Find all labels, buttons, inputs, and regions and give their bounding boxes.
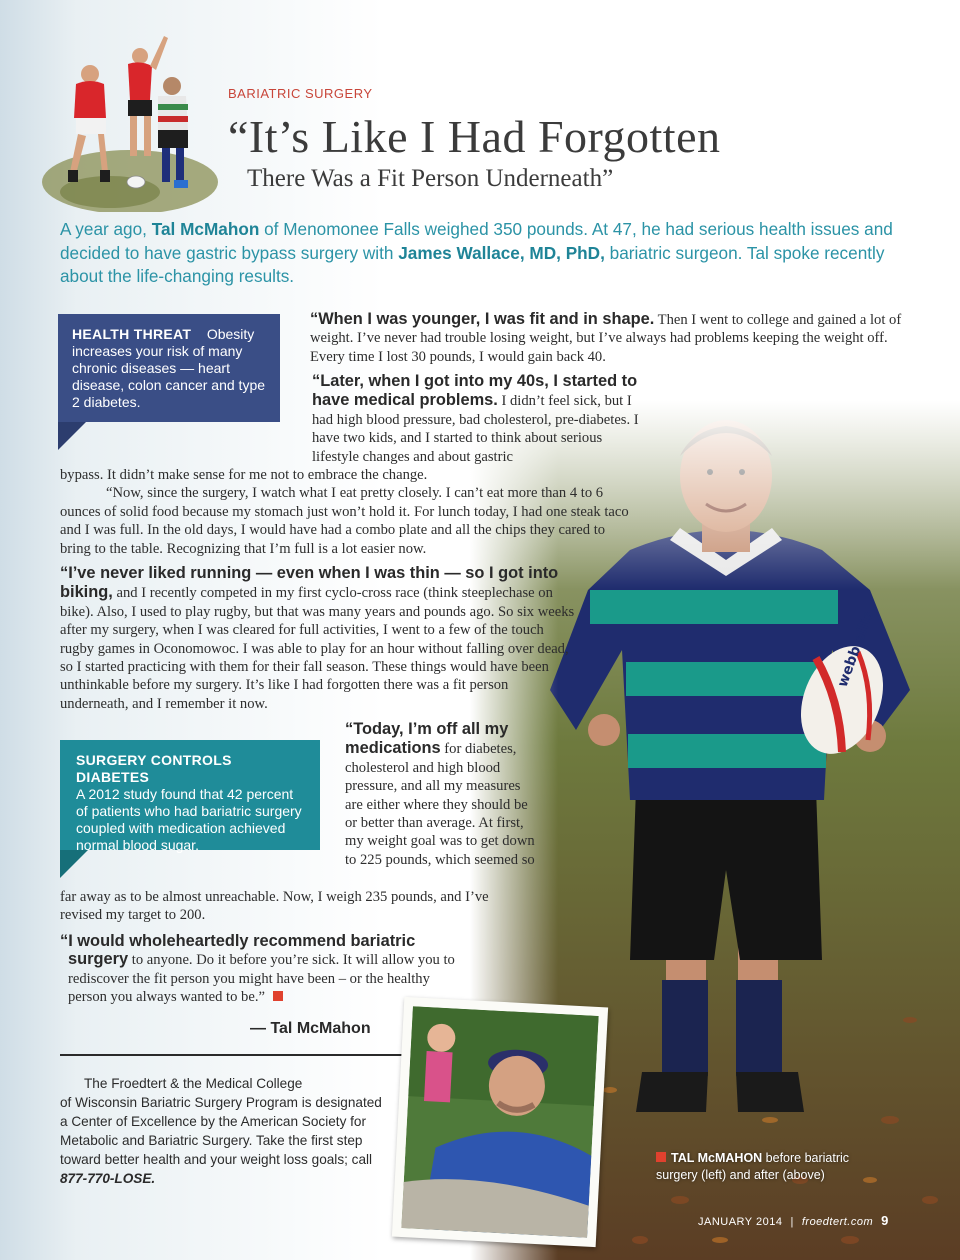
intro-name: Tal McMahon xyxy=(151,219,260,239)
surgery-diabetes-text: A 2012 study found that 42 percent of patients who had bariatric surgery coupled with medication achieved normal blood sugar. xyxy=(76,786,302,853)
intro-text-c: bariatric surgeon. Tal spoke recently about the life-changing results. xyxy=(60,242,885,286)
paragraph-5-text: for diabetes, cholesterol and high blood pressure, and all my measures are either where they should be or better than average. At first, my weight goal was to get down to 225 pounds, which seemed so xyxy=(345,741,535,868)
surgery-diabetes-heading: SURGERY CONTROLS DIABETES xyxy=(76,752,232,785)
program-note-first-line: The Froedtert & the Medical College xyxy=(84,1076,303,1091)
issue-date: JANUARY 2014 xyxy=(698,1216,783,1228)
caption-text: before bariatric surgery (left) and after (above) xyxy=(656,1151,850,1182)
article-paragraph-4 xyxy=(60,564,580,713)
program-note-text: of Wisconsin Bariatric Surgery Program is designated a Center of Excellence by the American Society for Metabolic and Bariatric Surgery. Take the first step toward better health and your weight loss goals; call xyxy=(60,1095,382,1167)
site-url: froedtert.com xyxy=(801,1216,874,1228)
paragraph-4-lead: “I’ve never liked running — even when I was thin — so I got into biking, xyxy=(60,564,559,602)
health-threat-box-tail xyxy=(58,422,86,450)
article-paragraph-6: far away as to be almost unreachable. Now, I weigh 235 pounds, and I’ve revised my target to 200. xyxy=(60,889,489,924)
footer-separator: | xyxy=(790,1216,794,1228)
intro-text-b: of Menomonee Falls weighed 350 pounds. At 47, he had serious health issues and decided to have gastric bypass surgery with xyxy=(60,219,893,263)
paragraph-3-text: “Now, since the surgery, I watch what I eat pretty closely. I can’t eat more than 4 to 6 ounces of solid food because my stomach just won’t hold it. For lunch today, I had one steak taco and I was full. In the old days, I would have had a combo plate and all the chips they cared to bring to the table. Recognizing that I’m full is a lot easier now. xyxy=(60,485,629,557)
health-threat-box xyxy=(58,314,280,422)
program-phone: 877-770-LOSE. xyxy=(60,1171,156,1186)
intro-paragraph xyxy=(60,218,910,289)
page-footer xyxy=(698,1213,889,1228)
article-paragraph-2 xyxy=(312,372,642,466)
caption-name: TAL McMAHON xyxy=(671,1151,763,1165)
article-paragraph-7 xyxy=(60,932,460,1007)
section-kicker: BARIATRIC SURGERY xyxy=(228,86,373,101)
paragraph-1-lead: “When I was younger, I was fit and in shape. xyxy=(310,310,655,328)
article-paragraph-1 xyxy=(310,310,910,366)
paragraph-2-text: I didn’t feel sick, but I had high blood pressure, bad cholesterol, pre-diabetes. I have two kids, and I started to think about serious lifestyle changes and about gastric xyxy=(312,393,639,465)
caption-square xyxy=(656,1152,666,1162)
intro-text-a: A year ago, xyxy=(60,219,152,239)
program-note xyxy=(60,1074,390,1188)
health-threat-text: Obesity increases your risk of many chronic diseases — heart disease, colon cancer and type 2 diabetes. xyxy=(72,326,266,410)
page-number: 9 xyxy=(881,1213,889,1228)
end-mark-square xyxy=(273,991,283,1001)
article-paragraph-3 xyxy=(60,466,635,558)
article-paragraph-5 xyxy=(345,720,535,869)
paragraph-7-text: to anyone. Do it before you’re sick. It will allow you to rediscover the fit person you might have been – or the healthy person you always wanted to be.” xyxy=(68,952,455,1006)
intro-doctor: James Wallace, MD, PhD, xyxy=(398,242,605,263)
headline: “It’s Like I Had Forgotten xyxy=(228,111,721,162)
before-photo-frame xyxy=(392,997,608,1247)
rugby-action-photo xyxy=(40,22,220,212)
surgery-diabetes-box xyxy=(60,740,320,853)
paragraph-7-lead: “I would wholeheartedly recommend bariatric xyxy=(60,932,416,950)
paragraph-1-text: Then I went to college and gained a lot of weight. I’ve never had trouble losing weight, but I’ve always had problems keeping the weight off. Every time I lost 30 pounds, I would gain back 40. xyxy=(310,312,902,365)
paragraph-7-lead-cont: surgery xyxy=(68,950,129,969)
surgery-diabetes-box-tail xyxy=(60,850,88,878)
paragraph-3-first-line: bypass. It didn’t make sense for me not to embrace the change. xyxy=(60,467,428,483)
before-surgery-photo xyxy=(401,1006,598,1237)
photo-caption xyxy=(656,1150,886,1183)
divider-rule xyxy=(60,1054,406,1056)
article-signature: — Tal McMahon xyxy=(250,1020,371,1037)
paragraph-4-text: and I recently competed in my first cyclo-cross race (think steeplechase on bike). Also, I used to play rugby, but that was many years and pounds ago. So six weeks after my surgery, when I was cleared for full activities, I went to a few of the touch rugby games in Oconomowoc. I was able to play for an hour without falling over dead, so I started practicing with them for their fall season. These things would have been unthinkable before my surgery. It’s like I had forgotten there was a fit person underneath, and I remember it now. xyxy=(60,585,575,712)
paragraph-5-lead: “Today, I’m off all my medications xyxy=(345,720,509,758)
paragraph-2-lead: “Later, when I got into my 40s, I started to have medical problems. xyxy=(312,372,638,410)
health-threat-heading: HEALTH THREAT xyxy=(72,326,192,342)
headline-continuation: There Was a Fit Person Underneath” xyxy=(247,165,614,192)
